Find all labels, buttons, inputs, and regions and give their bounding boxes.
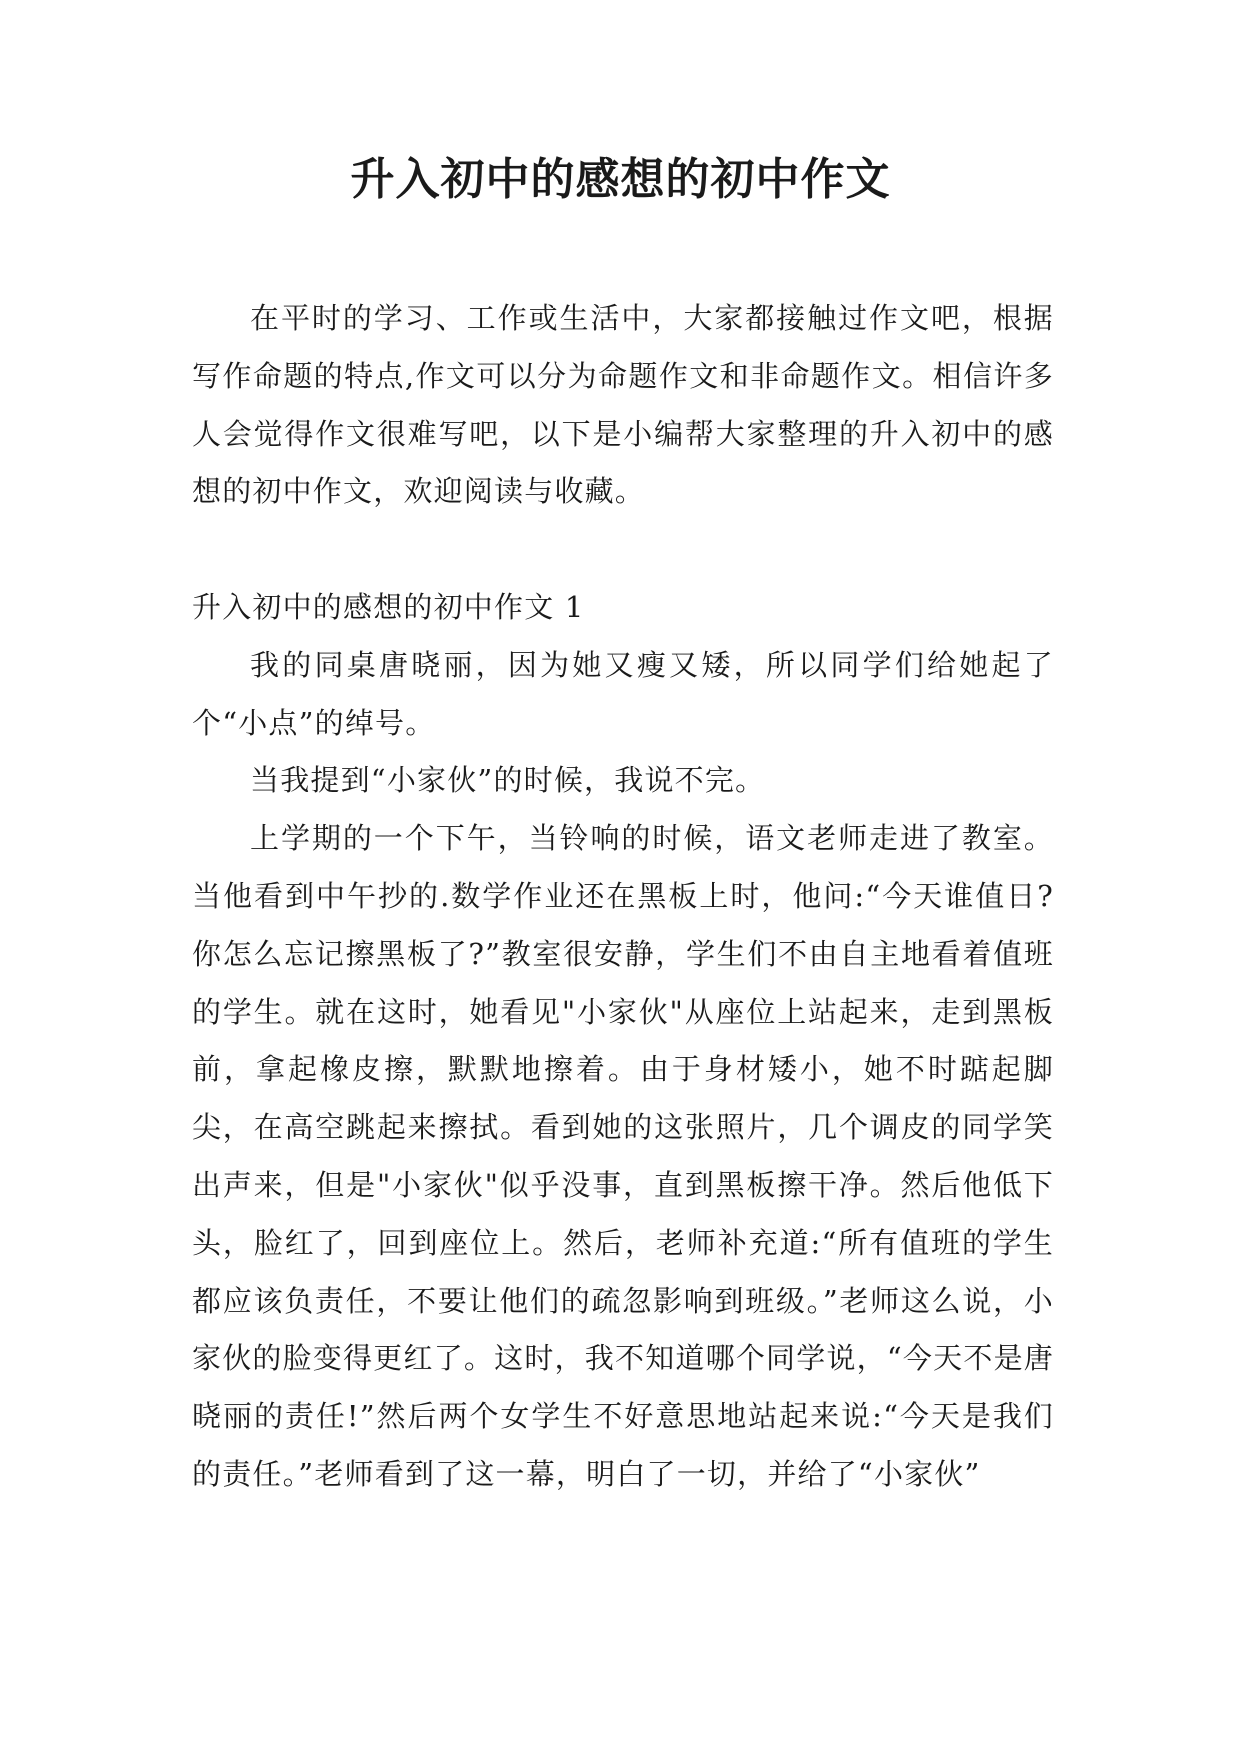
body-paragraph-1: 我的同桌唐晓丽，因为她又瘦又矮，所以同学们给她起了个“小点”的绰号。: [192, 647, 1054, 740]
document-body: [192, 290, 1054, 1504]
intro-paragraph: 在平时的学习、工作或生活中，大家都接触过作文吧，根据写作命题的特点,作文可以分为命题作文和非命题作文。相信许多人会觉得作文很难写吧，以下是小编帮大家整理的升入初中的感想的初中作文，欢迎阅读与收藏。: [192, 301, 1054, 509]
body-paragraph-2: 当我提到“小家伙”的时候，我说不完。: [250, 763, 766, 798]
document-title: 升入初中的感想的初中作文: [350, 154, 891, 205]
body-paragraph-3: 上学期的一个下午，当铃响的时候，语文老师走进了教室。当他看到中午抄的.数学作业还在黑板上时，他问:“今天谁值日?你怎么忘记擦黑板了?”教室很安静，学生们不由自主地看着值班的学生。就在这时，她看见"小家伙"从座位上站起来，走到黑板前，拿起橡皮擦，默默地擦着。由于身材矮小，她不时踮起脚尖，在高空跳起来擦拭。看到她的这张照片，几个调皮的同学笑出声来，但是"小家伙"似乎没事，直到黑板擦干净。然后他低下头，脸红了，回到座位上。然后，老师补充道:“所有值班的学生都应该负责任，不要让他们的疏忽影响到班级。”老师这么说，小家伙的脸变得更红了。这时，我不知道哪个同学说，“今天不是唐晓丽的责任!”然后两个女学生不好意思地站起来说:“今天是我们的责任。”老师看到了这一幕，明白了一切，并给了“小家伙”: [192, 821, 1054, 1491]
section-heading: 升入初中的感想的初中作文 1: [192, 589, 585, 624]
